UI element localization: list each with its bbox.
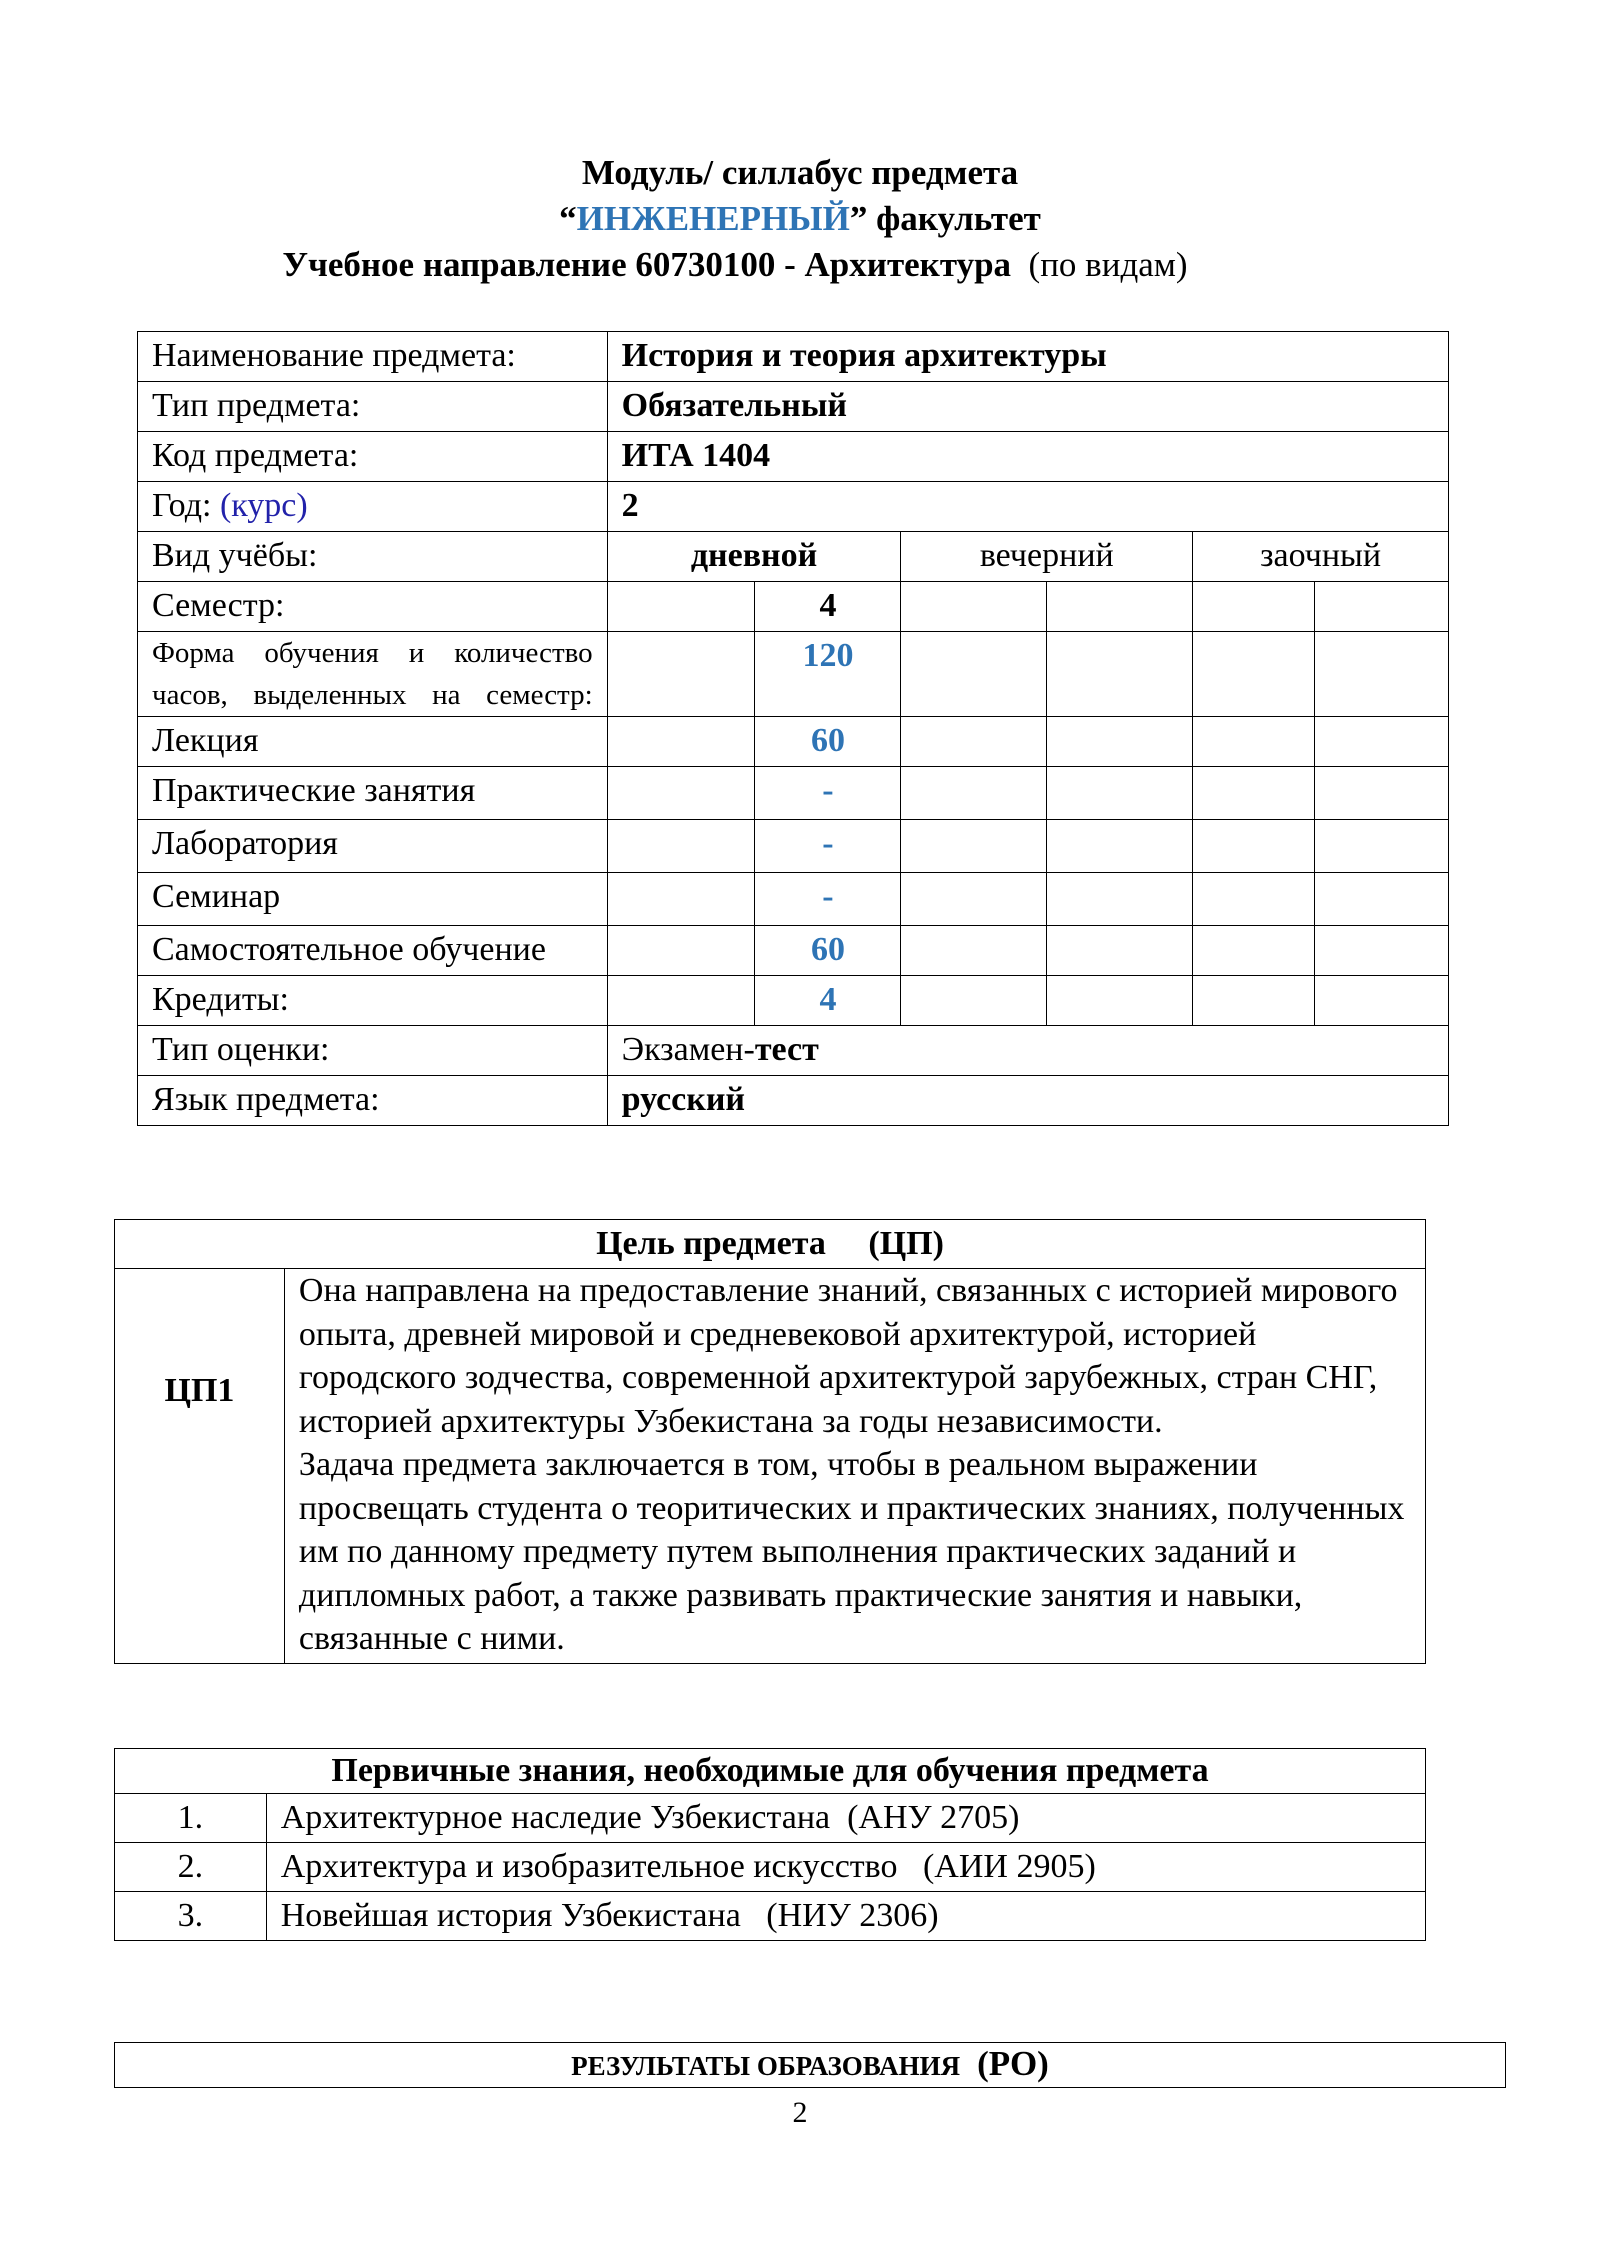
prerequisites-table: [114, 1748, 1426, 1941]
goal-paragraph: Задача предмета заключается в том, чтобы в реальном выражении просвещать студента о теоритических и практических знаниях, полученных им по данному предмету путем выполнения практических заданий и дипломных работ, а также развивать практические занятия и навыки, связанные с ними.: [298, 1446, 1405, 1657]
table-row: [115, 1749, 1426, 1794]
table-row: Форма обучения и количество часов, выделенных на семестр: 120: [138, 632, 1449, 717]
faculty-name: ИНЖЕНЕРНЫЙ: [576, 199, 850, 238]
table-row: Лекция 60: [138, 717, 1449, 767]
header-faculty: “ИНЖЕНЕРНЫЙ” факультет: [559, 199, 1041, 238]
table-row: Год: (курс) 2: [138, 482, 1449, 532]
header-title: Модуль/ силлабус предмета: [581, 153, 1019, 192]
table-row: Тип предмета: Обязательный: [138, 382, 1449, 432]
results-table: [114, 2042, 1506, 2088]
list-item: 1. Архитектурное наследие Узбекистана (АНУ 2705): [115, 1794, 1426, 1843]
table-row: [115, 1269, 1426, 1664]
table-row: Вид учёбы: дневной вечерний заочный: [138, 532, 1449, 582]
table-row: Тип оценки: Экзамен-тест: [138, 1026, 1449, 1076]
table-row: [115, 2043, 1506, 2088]
document-header: [0, 150, 1600, 288]
subject-name: История и теория архитектуры: [607, 332, 1448, 382]
table-row: Лаборатория -: [138, 820, 1449, 873]
subject-info-table: [137, 331, 1449, 1126]
header-direction: Учебное направление 60730100 - Архитектура (по видам): [282, 245, 1188, 284]
table-row: Самостоятельное обучение 60: [138, 926, 1449, 976]
table-row: Код предмета: ИТА 1404: [138, 432, 1449, 482]
table-row: Семестр: 4: [138, 582, 1449, 632]
goal-paragraph: Она направлена на предоставление знаний, связанных с историей мирового опыта, древней мировой и средневековой архитектурой, историей городского зодчества, современной архитектурой зарубежных, стран СНГ, историей архитектуры Узбекистана за годы независимости.: [298, 1272, 1398, 1440]
table-row: Кредиты: 4: [138, 976, 1449, 1026]
table-row: [115, 1220, 1426, 1269]
goal-title: Цель предмета (ЦП): [115, 1220, 1426, 1269]
table-row: Язык предмета: русский: [138, 1076, 1449, 1126]
goal-table: [114, 1219, 1426, 1664]
table-row: Практические занятия -: [138, 767, 1449, 820]
prerequisites-title: Первичные знания, необходимые для обучения предмета: [115, 1749, 1426, 1794]
list-item: 3. Новейшая история Узбекистана (НИУ 2306): [115, 1892, 1426, 1941]
results-title: РЕЗУЛЬТАТЫ ОБРАЗОВАНИЯ (РО): [115, 2043, 1506, 2088]
goal-code: ЦП1: [115, 1269, 285, 1664]
table-row: Семинар -: [138, 873, 1449, 926]
table-row: Наименование предмета: История и теория архитектуры: [138, 332, 1449, 382]
list-item: 2. Архитектура и изобразительное искусство (АИИ 2905): [115, 1843, 1426, 1892]
page-number: 2: [792, 2096, 808, 2129]
